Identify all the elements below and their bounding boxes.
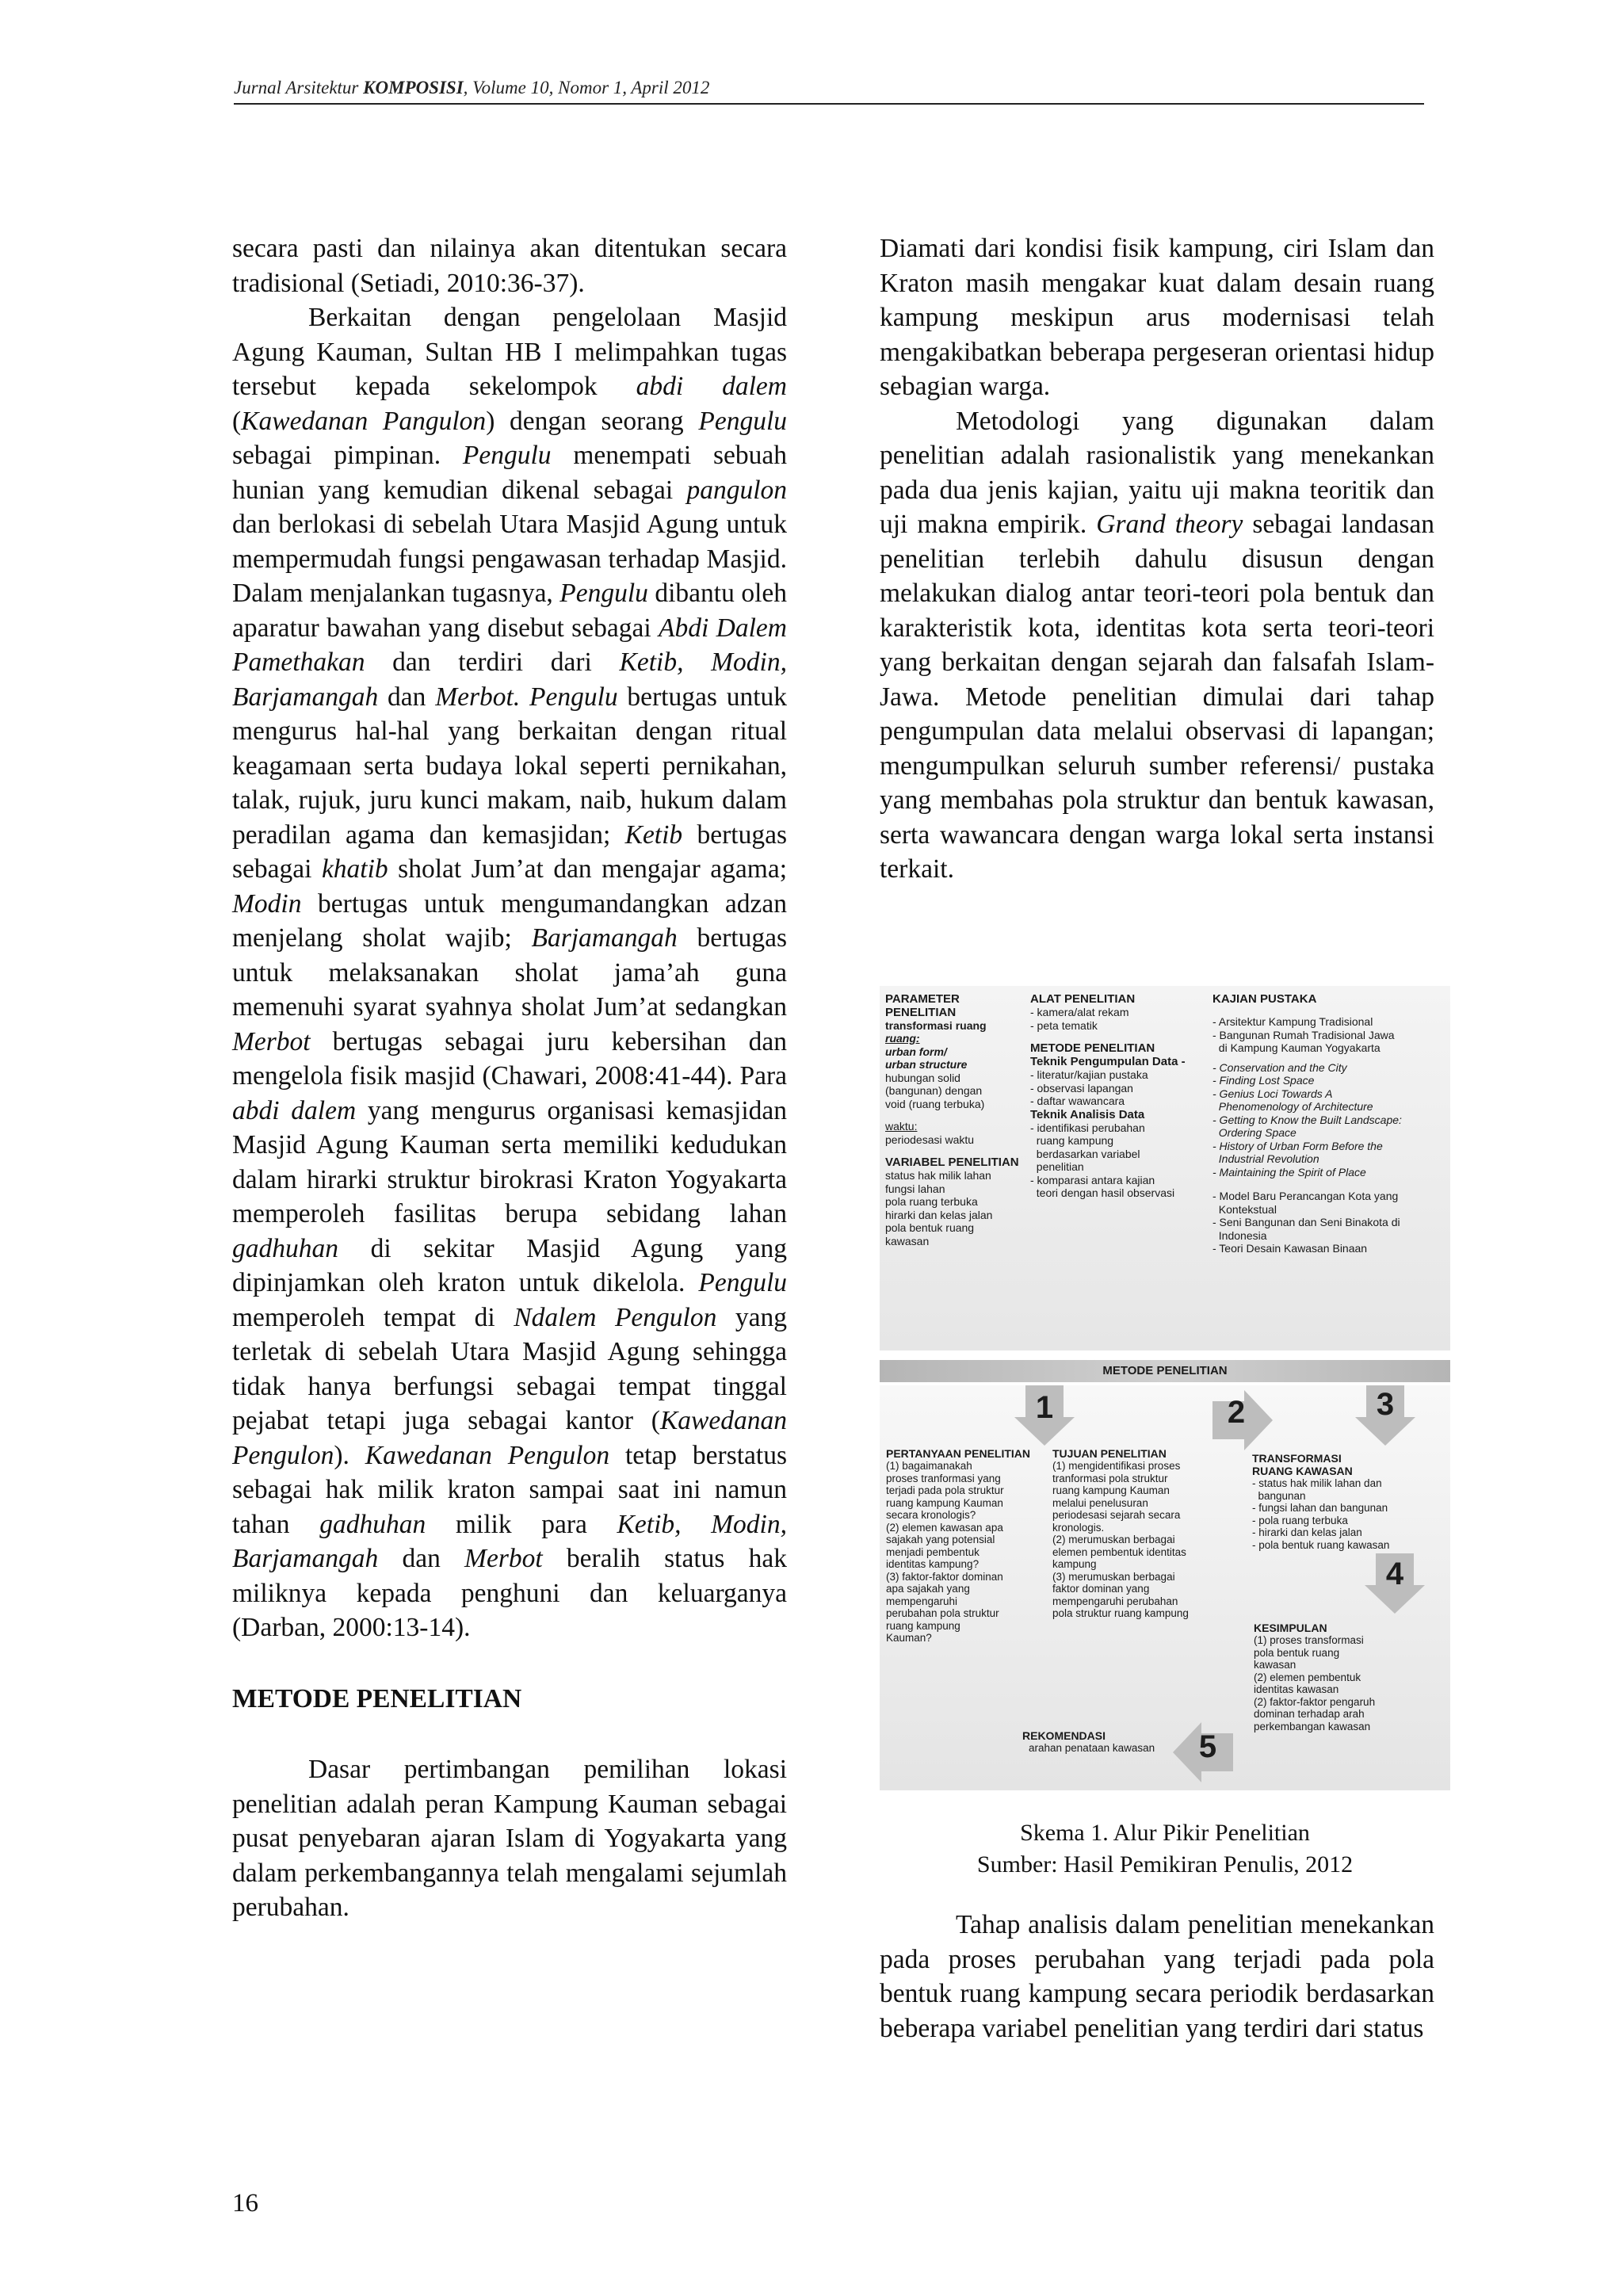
- tujuan-title: TUJUAN PENELITIAN: [1052, 1447, 1167, 1460]
- analisis-items: [1030, 1121, 1209, 1200]
- scheme-line: Industrial Revolution: [1212, 1152, 1319, 1165]
- caption-source: Sumber: Hasil Pemikiran Penulis, 2012: [976, 1851, 1354, 1878]
- text-segment: Abdi Dalem Pamethakan: [232, 613, 787, 677]
- scheme-line: - History of Urban Form Before the: [1212, 1139, 1383, 1152]
- scheme-line: ruang kampung: [886, 1619, 960, 1632]
- text-segment: Merbot: [232, 1026, 311, 1056]
- left-column: [232, 231, 787, 1925]
- right-column: [880, 231, 1434, 887]
- scheme-line: - Seni Bangunan dan Seni Binakota di: [1212, 1216, 1400, 1228]
- scheme-line: ruang kampung: [1030, 1134, 1114, 1147]
- kajian-items-a: [1212, 1015, 1446, 1055]
- ruang-items: [885, 1045, 1032, 1072]
- scheme-line: - hirarki dan kelas jalan: [1252, 1526, 1362, 1538]
- scheme-line: faktor dominan yang: [1052, 1583, 1150, 1595]
- scheme-line: ruang kampung Kauman: [1052, 1484, 1170, 1496]
- kesimpulan-box: [1254, 1622, 1420, 1733]
- right-column-continued: [880, 1908, 1434, 2046]
- scheme-line: - literatur/kajian pustaka: [1030, 1068, 1148, 1081]
- scheme-line: mempengaruhi perubahan: [1052, 1595, 1178, 1607]
- text-segment: (: [232, 406, 242, 436]
- text-segment: Merbot. Pengulu: [435, 682, 618, 712]
- alat-column: [1030, 992, 1209, 1200]
- scheme-line: - Getting to Know the Built Landscape:: [1212, 1113, 1402, 1126]
- text-segment: gadhuhan: [232, 1233, 338, 1263]
- scheme-line: Ordering Space: [1212, 1126, 1296, 1139]
- scheme-line: penelitian: [1030, 1160, 1084, 1173]
- scheme-line: - Arsitektur Kampung Tradisional: [1212, 1015, 1373, 1028]
- scheme-line: (2) faktor-faktor pengaruh: [1254, 1695, 1376, 1708]
- scheme-line: periodesasi sejarah secara: [1052, 1509, 1181, 1521]
- kajian-items-c: [1212, 1190, 1446, 1255]
- rekomendasi-line: arahan penataan kawasan: [1029, 1742, 1155, 1754]
- text-segment: yang terletak di sebelah Utara Masjid Agung sehingga tidak hanya berfungsi sebagai tempat tinggal pejabat tetapi juga sebagai kantor (: [232, 1302, 787, 1435]
- text-segment: bertugas untuk melaksanakan sholat jama’ah guna memenuhi syarat syahnya sholat Jum’at sedangkan: [232, 923, 787, 1022]
- text-segment: Kawedanan Pengulon: [232, 1406, 787, 1470]
- scheme-line: (1) mengidentifikasi proses: [1052, 1460, 1181, 1472]
- section-heading: METODE PENELITIAN: [232, 1683, 522, 1713]
- scheme-line: pola bentuk ruang: [885, 1221, 975, 1234]
- text-segment: Merbot: [464, 1544, 543, 1573]
- scheme-line: - Conservation and the City: [1212, 1060, 1347, 1074]
- tujuan-box: [1052, 1447, 1235, 1620]
- pengumpulan-title: Teknik Pengumpulan Data -: [1030, 1055, 1186, 1068]
- text-segment: abdi dalem: [232, 1095, 357, 1125]
- text-segment: abdi dalem: [636, 372, 787, 401]
- scheme-line: - komparasi antara kajian: [1030, 1173, 1155, 1186]
- text-segment: dibantu oleh aparatur bawahan yang disebut sebagai: [232, 579, 787, 643]
- text-segment: bertugas untuk mengurus hal-hal yang berkaitan dengan ritual keagamaan serta budaya lokal seperti pernikahan, talak, rujuk, juru kunci makam, naib, hukum dalam peradilan agama dan kemasjidan;: [232, 682, 787, 850]
- scheme-line: menjadi pembentuk: [886, 1545, 980, 1558]
- figure-caption: [880, 1817, 1450, 1881]
- right-paragraph-3: Tahap analisis dalam penelitian menekankan pada proses perubahan yang terjadi pada pola bentuk ruang kampung secara periodik berdasarkan beberapa variabel penelitian yang terdiri dari status: [880, 1910, 1434, 2043]
- text-segment: sebagai pimpinan.: [232, 441, 463, 470]
- text-segment: Ketib, Modin, Barjamangah: [232, 648, 787, 712]
- scheme-line: fungsi lahan: [885, 1182, 945, 1195]
- scheme-line: kampung: [1052, 1558, 1097, 1570]
- scheme-line: pola struktur ruang kampung: [1052, 1607, 1189, 1619]
- research-scheme-figure: [880, 986, 1450, 1790]
- text-segment: ).: [334, 1440, 365, 1470]
- left-paragraph-2: [232, 300, 787, 1645]
- scheme-line: - identifikasi perubahan: [1030, 1121, 1145, 1134]
- text-segment: Metodologi yang digunakan dalam penelitian adalah rasionalistik yang menekankan pada dua jenis kajian, yaitu uji makna teoritik dan uji makna empirik.: [880, 406, 1434, 539]
- scheme-line: (2) merumuskan berbagai: [1052, 1534, 1175, 1545]
- scheme-line: - Model Baru Perancangan Kota yang: [1212, 1190, 1399, 1202]
- text-segment: memperoleh tempat di: [232, 1302, 514, 1332]
- text-segment: Pengulu: [462, 441, 552, 470]
- text-segment: bertugas sebagai juru kebersihan dan mengelola fisik masjid (Chawari, 2008:41-44). Para: [232, 1026, 787, 1091]
- text-segment: dan: [378, 1544, 465, 1573]
- step-2-number: 2: [1227, 1395, 1246, 1430]
- left-paragraph-3: Dasar pertimbangan pemilihan lokasi penelitian adalah peran Kampung Kauman sebagai pusat penyebaran ajaran Islam di Yogyakarta yang dalam perkembangannya telah mengalami sejumlah perubahan.: [232, 1755, 787, 1922]
- scheme-bottom-panel: [880, 1385, 1450, 1790]
- text-segment: gadhuhan: [319, 1509, 426, 1539]
- text-segment: menempati sebuah hunian yang kemudian dikenal sebagai: [232, 441, 787, 505]
- scheme-line: identitas kawasan: [1254, 1683, 1339, 1695]
- step-5-number: 5: [1198, 1729, 1217, 1764]
- scheme-line: - observasi lapangan: [1030, 1081, 1133, 1095]
- scheme-line: (2) elemen kawasan apa: [886, 1521, 1003, 1534]
- kajian-items-b: [1212, 1061, 1446, 1179]
- parameter-subtitle: transformasi ruang: [885, 1019, 987, 1032]
- text-segment: Barjamangah: [531, 923, 678, 953]
- pertanyaan-lines: [886, 1460, 1048, 1645]
- scheme-line: urban form/: [885, 1045, 947, 1058]
- scheme-line: - Finding Lost Space: [1212, 1074, 1315, 1087]
- scheme-line: apa sajakah yang: [886, 1583, 970, 1595]
- text-segment: yang mengurus organisasi kemasjidan Masjid Agung Kauman serta memiliki kedudukan dalam hirarki struktur birokrasi Kraton Yogyakarta memperoleh fasilitas berupa sebidang lahan: [232, 1095, 787, 1228]
- tujuan-lines: [1052, 1460, 1235, 1620]
- scheme-line: (2) elemen pembentuk: [1254, 1671, 1361, 1683]
- scheme-line: - fungsi lahan dan bangunan: [1252, 1502, 1388, 1514]
- text-segment: Pengulu: [559, 579, 648, 608]
- text-segment: Ketib: [624, 819, 683, 850]
- scheme-line: teori dengan hasil observasi: [1030, 1186, 1175, 1199]
- text-segment: sholat Jum’at dan mengajar agama;: [388, 854, 787, 884]
- text-segment: Modin: [232, 888, 302, 919]
- scheme-line: hirarki dan kelas jalan: [885, 1208, 993, 1221]
- text-segment: dan berlokasi di sebelah Utara Masjid Agung untuk mempermudah fungsi pengawasan terhadap Masjid. Dalam menjalankan tugasnya,: [232, 510, 787, 608]
- scheme-line: di Kampung Kauman Yogyakarta: [1212, 1041, 1381, 1054]
- running-head: [234, 78, 1423, 98]
- text-segment: milik para: [426, 1509, 617, 1539]
- scheme-line: Kontekstual: [1212, 1202, 1277, 1216]
- scheme-line: melalui penelusuran: [1052, 1496, 1148, 1509]
- scheme-top-panel: [880, 986, 1450, 1350]
- scheme-line: (bangunan) dengan: [885, 1084, 983, 1097]
- scheme-line: - pola ruang terbuka: [1252, 1514, 1348, 1526]
- scheme-line: - status hak milik lahan dan: [1252, 1477, 1382, 1489]
- scheme-line: mempengaruhi: [886, 1595, 958, 1607]
- text-segment: Ndalem Pengulon: [514, 1302, 717, 1332]
- step-4-number: 4: [1385, 1557, 1404, 1591]
- text-segment: Kawedanan Pangulon: [241, 406, 487, 436]
- rekomendasi-title: REKOMENDASI: [1022, 1729, 1106, 1742]
- scheme-line: ruang kampung Kauman: [886, 1496, 1003, 1509]
- text-segment: pangulon: [686, 475, 787, 505]
- scheme-line: (3) faktor-faktor dominan: [886, 1570, 1003, 1583]
- pertanyaan-box: [886, 1447, 1048, 1645]
- scheme-line: proses tranformasi yang: [886, 1472, 1001, 1484]
- scheme-line: - daftar wawancara: [1030, 1095, 1125, 1107]
- scheme-line: sajakah yang potensial: [886, 1534, 995, 1545]
- kajian-column: [1212, 992, 1446, 1255]
- scheme-line: (3) merumuskan berbagai: [1052, 1570, 1175, 1583]
- journal-prefix: Jurnal Arsitektur: [234, 78, 364, 97]
- caption-title: Skema 1. Alur Pikir Penelitian: [1020, 1820, 1310, 1846]
- text-segment: Kawedanan Pengulon: [365, 1440, 610, 1470]
- journal-name: KOMPOSISI: [363, 78, 464, 97]
- scheme-line: bangunan: [1252, 1489, 1306, 1502]
- variabel-title: VARIABEL PENELITIAN: [885, 1156, 1019, 1169]
- text-segment: Pengulu: [698, 406, 787, 436]
- scheme-line: pola ruang terbuka: [885, 1195, 978, 1208]
- pengumpulan-items: [1030, 1068, 1209, 1108]
- scheme-line: Kauman?: [886, 1632, 932, 1644]
- scheme-line: Phenomenology of Architecture: [1212, 1100, 1373, 1113]
- scheme-line: void (ruang terbuka): [885, 1097, 985, 1110]
- right-paragraph-1: Diamati dari kondisi fisik kampung, ciri Islam dan Kraton masih mengakar kuat dalam desain ruang kampung meskipun arus modernisasi telah mengakibatkan beberapa pergeseran orientasi hidup sebagian warga.: [880, 234, 1434, 401]
- text-segment: khatib: [321, 854, 388, 884]
- metode-bar: METODE PENELITIAN: [880, 1360, 1450, 1382]
- rekomendasi-box: [1022, 1729, 1181, 1755]
- scheme-line: - kamera/alat rekam: [1030, 1006, 1129, 1018]
- transformasi-box: [1252, 1452, 1411, 1551]
- pertanyaan-title: PERTANYAAN PENELITIAN: [886, 1447, 1031, 1460]
- left-paragraph-1: secara pasti dan nilainya akan ditentukan secara tradisional (Setiadi, 2010:36-37).: [232, 234, 787, 298]
- text-segment: bertugas sebagai: [232, 819, 787, 884]
- transformasi-lines: [1252, 1477, 1411, 1551]
- ruang-label: ruang:: [885, 1032, 920, 1045]
- scheme-line: kronologis.: [1052, 1521, 1105, 1534]
- waktu-label: waktu:: [885, 1120, 918, 1133]
- text-segment: Berkaitan dengan pengelolaan Masjid Agung Kauman, Sultan HB I melimpahkan tugas tersebut kepada sekelompok: [232, 303, 787, 401]
- ruang-desc: [885, 1072, 1032, 1111]
- text-segment: tetap berstatus sebagai hak milik kraton sampai saat ini namun tahan: [232, 1440, 787, 1539]
- alat-title: ALAT PENELITIAN: [1030, 992, 1136, 1006]
- scheme-line: - Maintaining the Spirit of Place: [1212, 1165, 1366, 1179]
- scheme-line: - Teori Desain Kawasan Binaan: [1212, 1242, 1368, 1255]
- scheme-line: dominan terhadap arah: [1254, 1708, 1365, 1720]
- transformasi-title: TRANSFORMASI RUANG KAWASAN: [1252, 1452, 1353, 1477]
- scheme-line: - Bangunan Rumah Tradisional Jawa: [1212, 1028, 1395, 1041]
- text-segment: di sekitar Masjid Agung yang dipinjamkan oleh kraton untuk dikelola.: [232, 1233, 787, 1297]
- text-segment: dan: [378, 682, 436, 712]
- scheme-line: kawasan: [1254, 1659, 1296, 1671]
- scheme-line: - Genius Loci Towards A: [1212, 1087, 1333, 1100]
- metode-title: METODE PENELITIAN: [1030, 1041, 1155, 1055]
- scheme-line: identitas kampung?: [886, 1558, 980, 1570]
- analisis-title: Teknik Analisis Data: [1030, 1107, 1145, 1121]
- scheme-line: pola bentuk ruang: [1254, 1646, 1340, 1659]
- text-segment: beralih status hak miliknya kepada penghuni dan keluarganya (Darban, 2000:13-14).: [232, 1544, 787, 1642]
- parameter-column: [885, 992, 1032, 1247]
- scheme-line: urban structure: [885, 1058, 968, 1071]
- scheme-line: perkembangan kawasan: [1254, 1720, 1371, 1733]
- text-segment: dan terdiri dari: [365, 648, 620, 677]
- text-segment: sebagai landasan penelitian terlebih dahulu disusun dengan melakukan dialog antar teori-teori pola bentuk dan karakteristik kota, identitas kota serta teori-teori yang berkaitan dengan sejarah dan falsafah Islam-Jawa. Metode penelitian dimulai dari tahap pengumpulan data melalui observasi di lapangan; mengumpulkan seluruh sumber referensi/ pustaka yang membahas pola struktur dan bentuk kawasan, serta wawancara dengan warga lokal serta instansi terkait.: [880, 510, 1435, 884]
- scheme-line: (1) proses transformasi: [1254, 1634, 1364, 1646]
- scheme-line: - peta tematik: [1030, 1018, 1098, 1032]
- text-segment: Ketib, Modin, Barjamangah: [232, 1509, 787, 1573]
- variabel-items: [885, 1169, 1032, 1247]
- step-1-number: 1: [1035, 1390, 1054, 1425]
- waktu-desc: periodesasi waktu: [885, 1133, 975, 1146]
- scheme-line: status hak milik lahan: [885, 1169, 991, 1182]
- text-segment: Pengulu: [698, 1268, 787, 1297]
- alat-items: [1030, 1006, 1209, 1032]
- header-rule: [234, 103, 1424, 105]
- text-segment: Grand theory: [1096, 510, 1243, 539]
- kesimpulan-title: KESIMPULAN: [1254, 1622, 1327, 1634]
- text-segment: ) dengan seorang: [486, 406, 699, 436]
- parameter-title: PARAMETER PENELITIAN: [885, 992, 960, 1019]
- step-3-number: 3: [1376, 1387, 1395, 1422]
- scheme-line: tranformasi pola struktur: [1052, 1472, 1168, 1484]
- kesimpulan-lines: [1254, 1634, 1420, 1733]
- scheme-line: terjadi pada pola struktur: [886, 1484, 1004, 1496]
- right-paragraph-2: [880, 404, 1434, 887]
- page-number: 16: [232, 2189, 258, 2218]
- scheme-line: - pola bentuk ruang kawasan: [1252, 1538, 1390, 1551]
- journal-issue: , Volume 10, Nomor 1, April 2012: [463, 78, 710, 97]
- scheme-line: kawasan: [885, 1234, 930, 1247]
- scheme-line: berdasarkan variabel: [1030, 1147, 1140, 1160]
- scheme-line: hubungan solid: [885, 1071, 960, 1084]
- scheme-line: perubahan pola struktur: [886, 1607, 999, 1619]
- scheme-line: (1) bagaimanakah: [886, 1460, 972, 1472]
- scheme-line: Indonesia: [1212, 1228, 1267, 1242]
- scheme-line: secara kronologis?: [886, 1509, 976, 1521]
- scheme-line: elemen pembentuk identitas: [1052, 1545, 1186, 1558]
- kajian-title: KAJIAN PUSTAKA: [1212, 992, 1317, 1006]
- text-segment: bertugas untuk mengumandangkan adzan menjelang sholat wajib;: [232, 888, 787, 953]
